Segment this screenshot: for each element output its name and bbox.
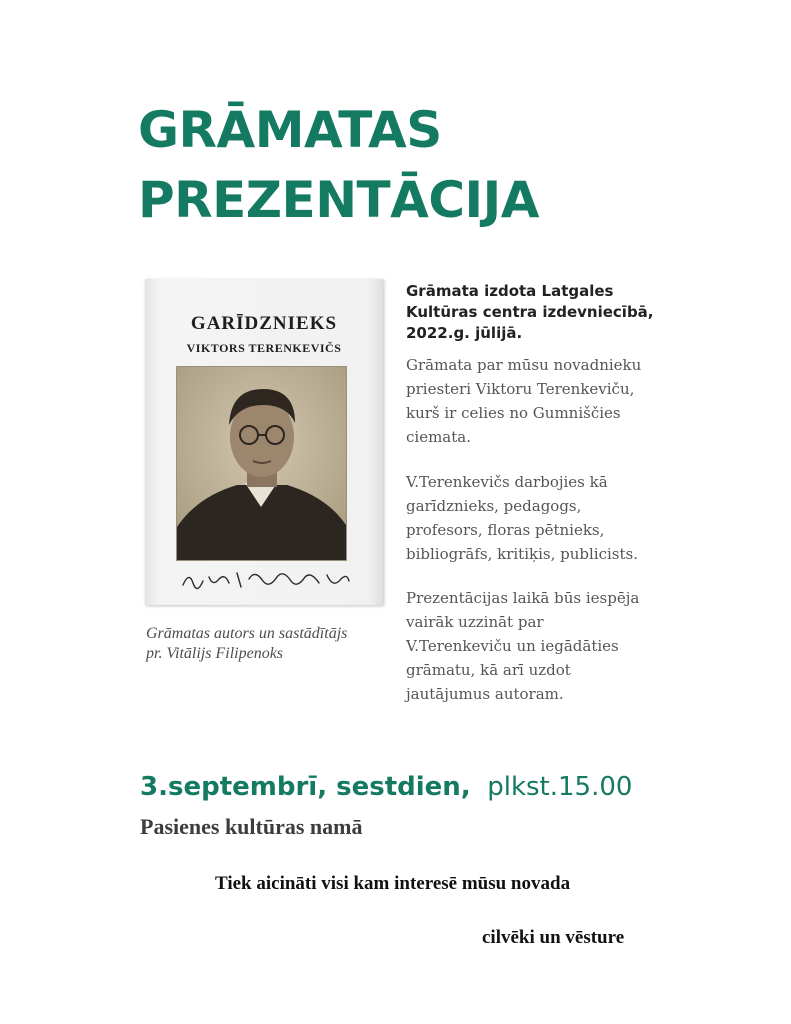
book-cover-author: VIKTORS TERENKEVIČS: [186, 341, 342, 355]
paragraph-line: kurš ir celies no Gumniščies: [406, 404, 621, 422]
portrait-illustration: [177, 367, 346, 560]
caption-line-2: pr. Vitālijs Filipenoks: [146, 645, 284, 662]
invitation-line-2: cilvēki un vēsture: [482, 927, 625, 948]
publication-line-1: Grāmata izdota Latgales: [406, 282, 614, 300]
invitation-line-1: Tiek aicināti visi kam interesē mūsu novada: [215, 873, 571, 894]
paragraph-line: vairāk uzzināt par: [406, 613, 544, 631]
paragraph-line: ciemata.: [406, 428, 471, 446]
event-time: plkst.15.00: [487, 772, 633, 802]
event-date: 3.septembrī, sestdien,: [140, 772, 471, 802]
paragraph-line: priesteri Viktoru Terenkeviču,: [406, 380, 635, 398]
event-datetime: [140, 772, 632, 802]
publication-line-2: Kultūras centra izdevniecībā,: [406, 303, 654, 321]
book-cover-image: [145, 279, 383, 605]
book-cover-title: GARĪDZNIEKS: [190, 313, 338, 334]
description-paragraph-1: [406, 353, 641, 449]
title-line-2: PREZENTĀCIJA: [138, 171, 539, 229]
paragraph-line: grāmatu, kā arī uzdot: [406, 661, 571, 679]
event-venue: Pasienes kultūras namā: [140, 814, 363, 839]
author-portrait-photo: [177, 367, 346, 560]
publication-line-3: 2022.g. jūlijā.: [406, 324, 523, 342]
paragraph-line: garīdznieks, pedagogs,: [406, 497, 582, 515]
description-paragraph-3: [406, 586, 639, 706]
caption-line-1: Grāmatas autors un sastādītājs: [146, 625, 348, 642]
publication-info: [406, 281, 654, 344]
paragraph-line: profesors, floras pētnieks,: [406, 521, 605, 539]
author-caption: [146, 624, 347, 664]
paragraph-line: Grāmata par mūsu novadnieku: [406, 356, 642, 374]
signature-image: [179, 565, 354, 595]
paragraph-line: jautājumus autoram.: [406, 685, 564, 703]
description-paragraph-2: [406, 470, 638, 566]
paragraph-line: V.Terenkeviču un iegādāties: [406, 637, 619, 655]
paragraph-line: V.Terenkevičs darbojies kā: [406, 473, 608, 491]
paragraph-line: Prezentācijas laikā būs iespēja: [406, 589, 640, 607]
paragraph-line: bibliogrāfs, kritiķis, publicists.: [406, 545, 638, 563]
title-line-1: GRĀMATAS: [138, 101, 442, 159]
page-title: [138, 95, 539, 235]
